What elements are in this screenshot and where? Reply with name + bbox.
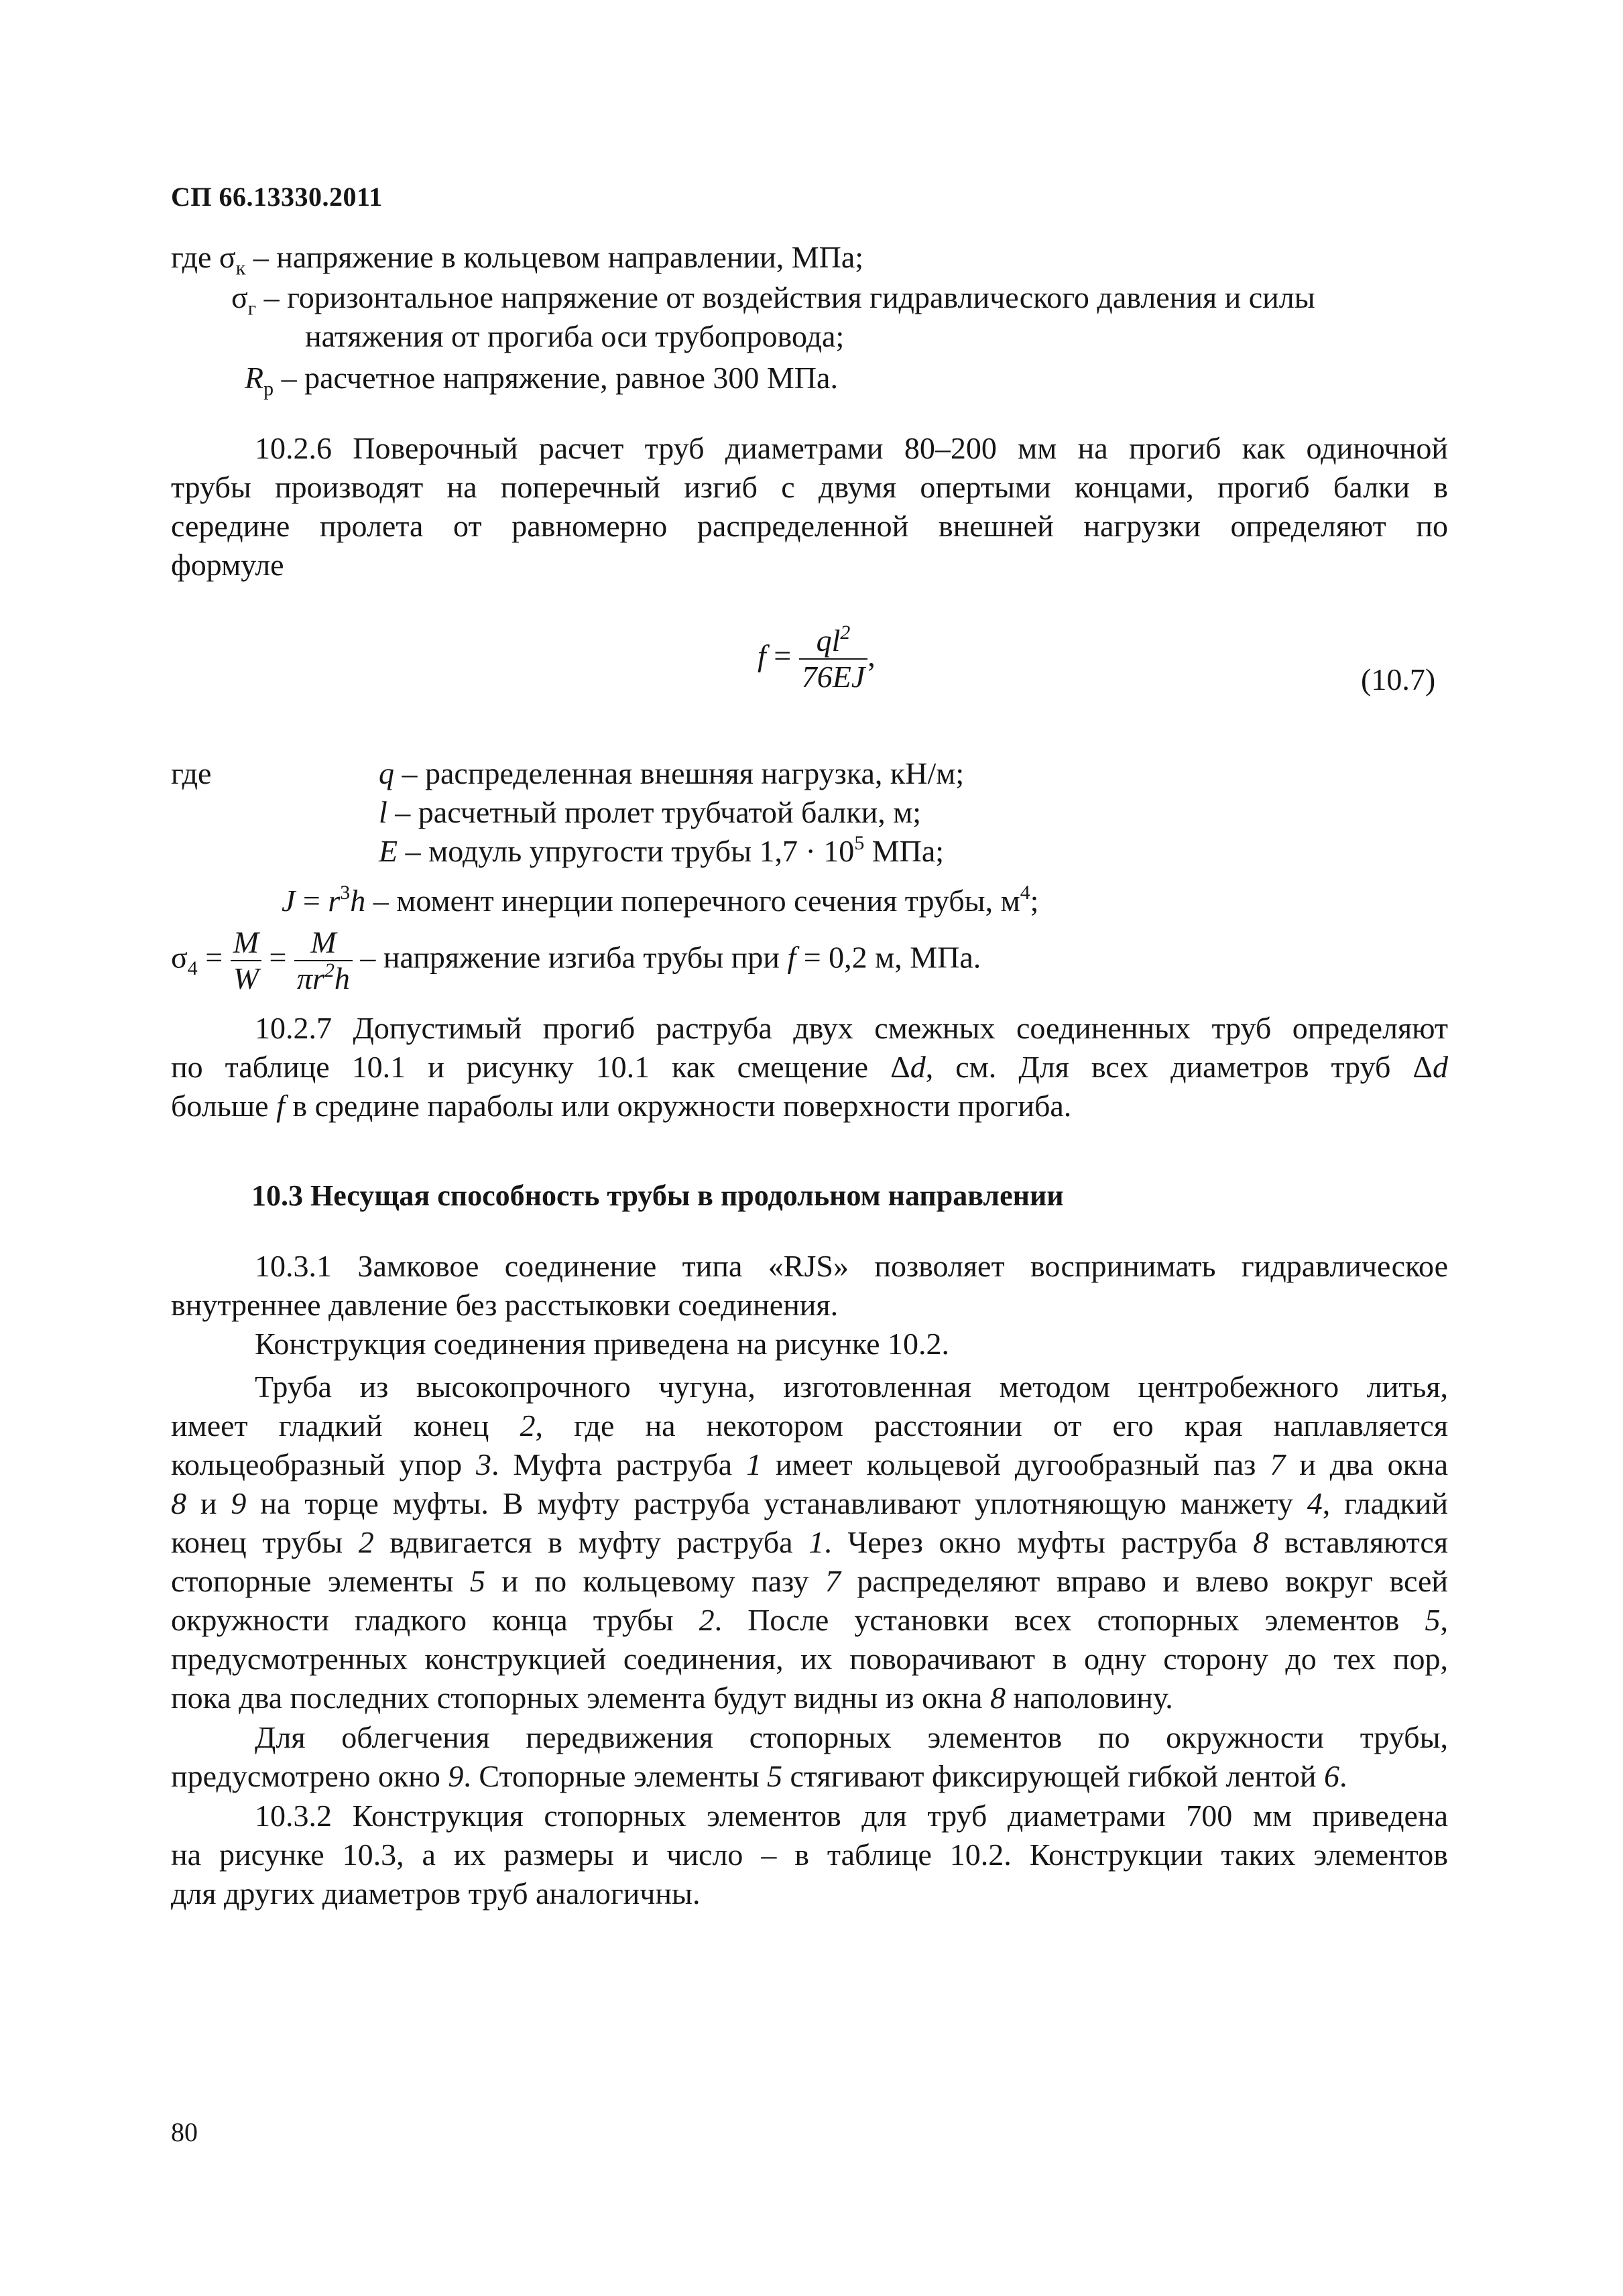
definition-sigma-k: где $\sigma_к$ – напряжение в кольцевом направлении, МПа; [171,240,864,280]
paragraph-window-9: Для облегчения передвижения стопорных элементов по окружности трубы, предусмотрено окно 9. Стопорные элементы 5 стягивают фиксирующей гибкой лентой 6. [171,1720,1448,1793]
definition-l: l – расчетный пролет трубчатой балки, м; [379,795,922,829]
section-title-10-3: 10.3 Несущая способность трубы в продольном направлении [251,1179,1064,1212]
formula-fraction: $\frac{ql^2}{76EJ}$ [799,623,868,694]
definition-j: $J = r^3h$ – момент инерции поперечного сечения трубы, $м^4$; [282,882,1039,918]
formula-10-7: f = $\frac{ql^2}{76EJ}$ , [758,621,876,694]
fraction-m-pi-r2-h: $\frac{M}{\pi r^2h}$ [294,925,353,996]
page-number: 80 [171,2117,198,2147]
paragraph-10-2-6: 10.2.6 Поверочный расчет труб диаметрами 80–200 мм на прогиб как одиночной трубы производят на поперечный изгиб с двумя опертыми концами, прогиб балки в середине пролета от равномерно распределенной внешней нагрузки определяют по формуле [171,431,1448,582]
paragraph-10-3-1: 10.3.1 Замковое соединение типа «RJS» позволяет воспринимать гидравлическое внутреннее давление без расстыковки соединения. Конструкция соединения приведена на рисунке 10.2. [171,1249,1448,1361]
definition-sigma-4: $\sigma_4$ = $\frac{M}{W}$ = $\frac{M}{\pi r^2h}$ – напряжение изгиба трубы при f = 0,2 м, МПа. [171,925,981,995]
where-label: где [171,756,212,790]
paragraph-10-2-7: 10.2.7 Допустимый прогиб раструба двух смежных соединенных труб определяют по таблице 10.1 и рисунку 10.1 как смещение Δd, см. Для всех диаметров труб Δd больше f в средине параболы или окружности поверхности прогиба. [171,1011,1448,1123]
definition-e: E – модуль упругости трубы $1,7 \cdot 10^5$ МПа; [379,832,945,868]
definition-sigma-g-cont: натяжения от прогиба оси трубопровода; [305,319,845,353]
paragraph-pipe-description: Труба из высокопрочного чугуна, изготовленная методом центробежного литья, имеет гладкий конец 2, где на некотором расстоянии от его края наплавляется кольцеобразный упор 3. Муфта раструба 1 имеет кольцевой дугообразный паз 7 и два окна 8 и 9 на торце муфты. В муфту раструба устанавливают уплотняющую манжету 4, гладкий конец трубы 2 вдвигается в муфту раструба 1. Через окно муфты раструба 8 вставляются стопорные элементы 5 и по кольцевому пазу 7 распределяют вправо и влево вокруг всей окружности гладкого конца трубы 2. После установки всех стопорных элементов 5, предусмотренных конструкцией соединения, их поворачивают в одну сторону до тех пор, пока два последних стопорных элемента будут видны из окна 8 наполовину. [171,1370,1449,1715]
definition-rp: $R_р$ – расчетное напряжение, равное 300 МПа. [245,361,838,400]
document-header: СП 66.13330.2011 [171,182,383,212]
formula-number: (10.7) [1361,662,1436,697]
paragraph-10-3-2: 10.3.2 Конструкция стопорных элементов для труб диаметрами 700 мм приведена на рисунке 10.3, а их размеры и число – в таблице 10.2. Конструкции таких элементов для других диаметров труб аналогичны. [171,1799,1448,1911]
definition-sigma-g: $\sigma_г$ – горизонтальное напряжение от воздействия гидравлического давления и силы [231,280,1315,320]
fraction-m-w: $\frac{M}{W}$ [231,925,261,996]
definition-q: q – распределенная внешняя нагрузка, кН/м; [379,756,965,790]
